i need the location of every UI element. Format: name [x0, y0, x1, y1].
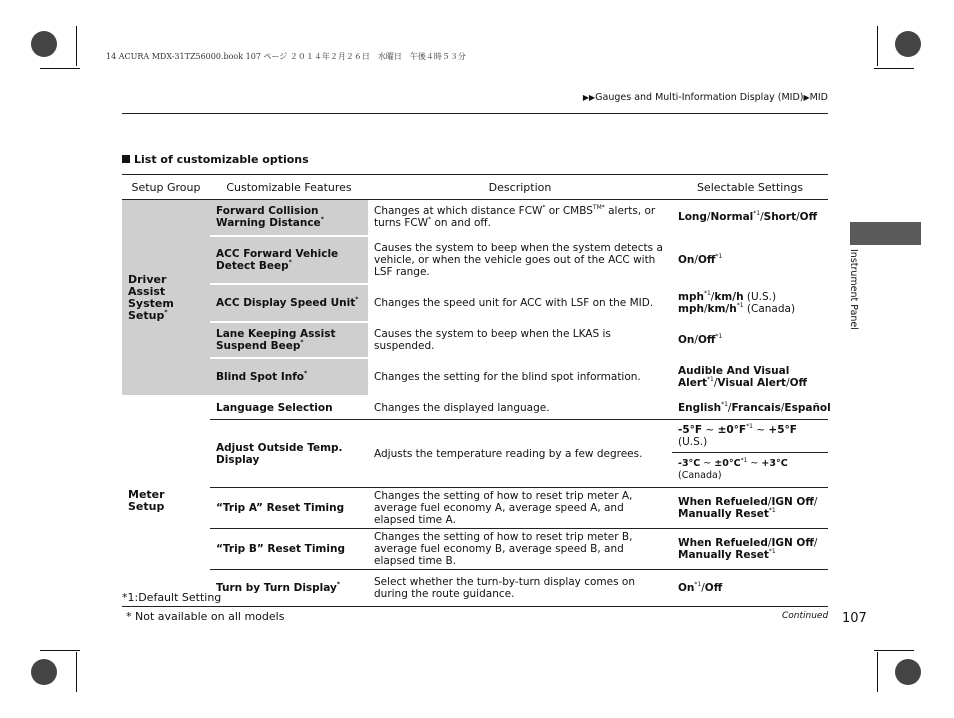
- feature-cell: Blind Spot Info*: [210, 358, 368, 396]
- feature-cell: ACC Forward Vehicle Detect Beep*: [210, 236, 368, 284]
- side-tab-label: Instrument Panel: [848, 249, 859, 330]
- header-rule: [122, 113, 828, 114]
- table-row: [122, 570, 828, 607]
- settings-cell: Audible And Visual Alert$^{*1}$/Visual Alert/Off: [672, 358, 828, 396]
- feature-cell: ACC Display Speed Unit*: [210, 284, 368, 322]
- description-cell: Changes the speed unit for ACC with LSF on the MID.: [368, 284, 672, 322]
- description-cell: Select whether the turn-by-turn display comes on during the route guidance.: [368, 570, 672, 607]
- table-row: [122, 236, 828, 284]
- chapter-tab[interactable]: [850, 222, 921, 245]
- table-header-row: [122, 175, 828, 200]
- settings-cell: -5°F ~ $\pm 0^\circ F^{*1}$ ~ +5°F (U.S.) -3°C ~ $\pm 0^\circ C^{*1}$ ~ +3°C (Canada): [672, 420, 828, 488]
- crop-mark: [874, 650, 914, 651]
- table-row: [122, 284, 828, 322]
- settings-cell: mph$^{*1}$/km/h (U.S.) mph/$km/h^{*1}$ (Canada): [672, 284, 828, 322]
- table-row: [122, 200, 828, 236]
- breadcrumb-section[interactable]: Gauges and Multi-Information Display (MID): [595, 92, 804, 103]
- description-cell: Causes the system to beep when the system detects a vehicle, or when the vehicle goes out of the ACC with LSF range.: [368, 236, 672, 284]
- description-cell: Changes the displayed language.: [368, 396, 672, 420]
- crop-mark: [877, 652, 878, 692]
- registration-mark-top-left: [31, 31, 57, 57]
- breadcrumb-separator-icon: ▶: [803, 93, 810, 102]
- feature-cell: Turn by Turn Display*: [210, 570, 368, 607]
- description-cell: Changes the setting of how to reset trip meter A, average fuel economy A, average speed A, and elapsed time A.: [368, 488, 672, 529]
- feature-cell: Adjust Outside Temp. Display: [210, 420, 368, 488]
- settings-cell: On/Off$^{*1}$: [672, 236, 828, 284]
- feature-cell: “Trip B” Reset Timing: [210, 529, 368, 570]
- page-number: 107: [842, 611, 867, 626]
- description-cell: Causes the system to beep when the LKAS is suspended.: [368, 322, 672, 358]
- description-cell: Adjusts the temperature reading by a few degrees.: [368, 420, 672, 488]
- crop-mark: [76, 652, 77, 692]
- header-settings: Selectable Settings: [672, 175, 828, 200]
- description-cell: Changes at which distance FCW* or $CMBS^{TM*}$ alerts, or turns FCW* on and off.: [368, 200, 672, 236]
- feature-cell: Language Selection: [210, 396, 368, 420]
- continued-label: Continued: [782, 611, 829, 621]
- breadcrumb: [560, 92, 828, 103]
- settings-cell: On/Off$^{*1}$: [672, 322, 828, 358]
- feature-cell: Lane Keeping Assist Suspend Beep*: [210, 322, 368, 358]
- print-header: 14 ACURA MDX-31TZ56000.book 107 ページ ２０１４年２月２６日 水曜日 午後４時５３分: [106, 52, 466, 61]
- feature-cell: Forward Collision Warning Distance*: [210, 200, 368, 236]
- breadcrumb-arrow-icon: ▶▶: [582, 93, 596, 102]
- crop-mark: [874, 68, 914, 69]
- header-setup-group: Setup Group: [122, 175, 210, 200]
- settings-cell: English$^{*1}$/Francais/Español: [672, 396, 828, 420]
- settings-cell: Long/Normal$^{*1}$/Short/Off: [672, 200, 828, 236]
- crop-mark: [877, 26, 878, 66]
- description-cell: Changes the setting of how to reset trip meter B, average fuel economy B, average speed B, and elapsed time B.: [368, 529, 672, 570]
- settings-cell: When Refueled/IGN Off/ Manually Reset$^{*1}$: [672, 488, 828, 529]
- table-row: [122, 322, 828, 358]
- registration-mark-bottom-left: [31, 659, 57, 685]
- crop-mark: [76, 26, 77, 66]
- group-meter-setup: Meter Setup: [122, 396, 210, 607]
- registration-mark-bottom-right: [895, 659, 921, 685]
- settings-cell: When Refueled/IGN Off/ Manually Reset$^{*1}$: [672, 529, 828, 570]
- footnote-availability: * Not available on all models: [126, 610, 285, 623]
- header-description: Description: [368, 175, 672, 200]
- description-cell: Changes the setting for the blind spot information.: [368, 358, 672, 396]
- crop-mark: [40, 650, 80, 651]
- section-title: List of customizable options: [122, 153, 309, 166]
- table-row: [122, 358, 828, 396]
- table-row: [122, 488, 828, 529]
- square-bullet-icon: [122, 155, 130, 163]
- options-table: [122, 174, 831, 607]
- settings-cell: On$^{*1}$/Off: [672, 570, 828, 607]
- breadcrumb-current[interactable]: MID: [809, 92, 828, 103]
- crop-mark: [40, 68, 80, 69]
- table-row: [122, 420, 828, 488]
- footnote-default: *1:Default Setting: [122, 591, 222, 604]
- registration-mark-top-right: [895, 31, 921, 57]
- table-row: [122, 396, 828, 420]
- header-features: Customizable Features: [210, 175, 368, 200]
- group-driver-assist: Driver Assist System Setup*: [122, 200, 210, 396]
- table-row: [122, 529, 828, 570]
- feature-cell: “Trip A” Reset Timing: [210, 488, 368, 529]
